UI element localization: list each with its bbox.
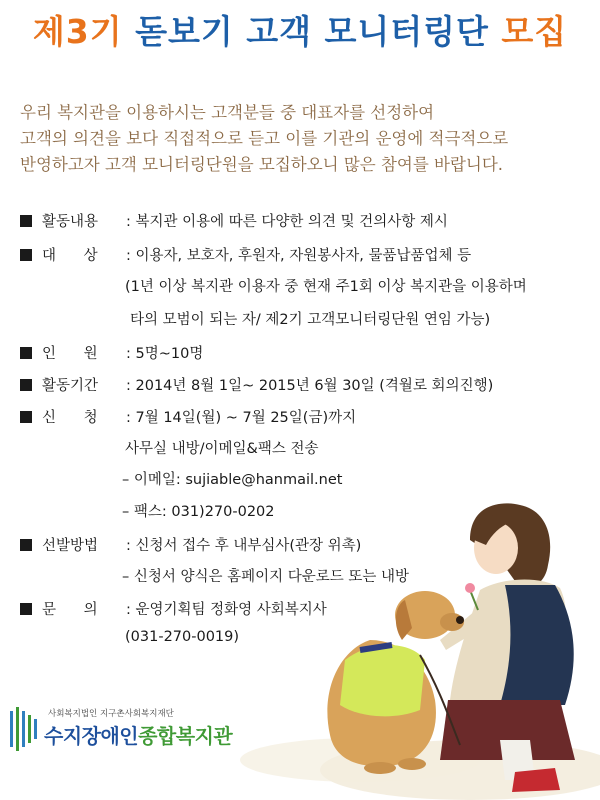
item-value: : 운영기획팀 정화영 사회복지사	[126, 602, 327, 618]
bullet-icon	[20, 379, 32, 391]
logo-subtitle: 사회복지법인 지구촌사회복지재단	[48, 709, 174, 719]
item-count	[20, 342, 203, 363]
item-selection	[20, 534, 361, 555]
item-activity	[20, 210, 448, 231]
item-value: : 5명~10명	[126, 346, 204, 362]
item-target	[20, 244, 471, 265]
item-label: 대 상	[42, 248, 98, 264]
bullet-icon	[20, 347, 32, 359]
bullet-icon	[20, 603, 32, 615]
apply-method: 사무실 내방/이메일&팩스 전송	[125, 441, 319, 457]
item-label: 선발방법	[42, 538, 99, 554]
intro-line: 고객의 의견을 보다 직접적으로 듣고 이를 기관의 운영에 적극적으로	[20, 129, 509, 148]
selection-note: – 신청서 양식은 홈페이지 다운로드 또는 내방	[122, 569, 410, 585]
target-note-2: 타의 모범이 되는 자/ 제2기 고객모니터링단원 연임 가능)	[130, 312, 491, 328]
bullet-icon	[20, 539, 32, 551]
item-value: : 7월 14일(월) ~ 7월 25일(금)까지	[126, 410, 357, 426]
item-value: : 신청서 접수 후 내부심사(관장 위촉)	[126, 538, 362, 554]
welfare-center-logo-icon	[8, 705, 40, 753]
item-value: : 2014년 8월 1일~ 2015년 6월 30일 (격월로 회의진행)	[126, 378, 494, 394]
page-title	[0, 6, 600, 53]
apply-fax: – 팩스: 031)270-0202	[122, 504, 275, 520]
intro-line: 반영하고자 고객 모니터링단원을 모집하오니 많은 참여를 바랍니다.	[20, 155, 504, 174]
target-note-1: (1년 이상 복지관 이용자 중 현재 주1회 이상 복지관을 이용하며	[125, 279, 527, 295]
logo-name-part1: 수지장애인	[44, 724, 139, 748]
bullet-icon	[20, 249, 32, 261]
logo-name	[44, 720, 232, 749]
title-recruit: 모집	[501, 12, 568, 51]
item-label: 문 의	[42, 602, 98, 618]
inquiry-phone: (031-270-0019)	[125, 629, 240, 645]
bullet-icon	[20, 215, 32, 227]
item-value: : 이용자, 보호자, 후원자, 자원봉사자, 물품납품업체 등	[126, 248, 472, 264]
item-label: 신 청	[42, 410, 98, 426]
item-label: 활동기간	[42, 378, 99, 394]
item-label: 인 원	[42, 346, 98, 362]
item-inquiry	[20, 598, 327, 619]
intro-paragraph	[20, 100, 592, 178]
apply-email: – 이메일: sujiable@hanmail.net	[122, 472, 343, 488]
item-period	[20, 374, 493, 395]
item-value: : 복지관 이용에 따른 다양한 의견 및 건의사항 제시	[126, 214, 448, 230]
intro-line: 우리 복지관을 이용하시는 고객분들 중 대표자를 선정하여	[20, 103, 435, 122]
title-main: 돋보기 고객 모니터링단	[135, 12, 489, 51]
item-label: 활동내용	[42, 214, 99, 230]
logo-name-part2: 종합복지관	[138, 724, 233, 748]
item-apply	[20, 406, 356, 427]
bullet-icon	[20, 411, 32, 423]
title-edition: 제3기	[32, 12, 123, 51]
